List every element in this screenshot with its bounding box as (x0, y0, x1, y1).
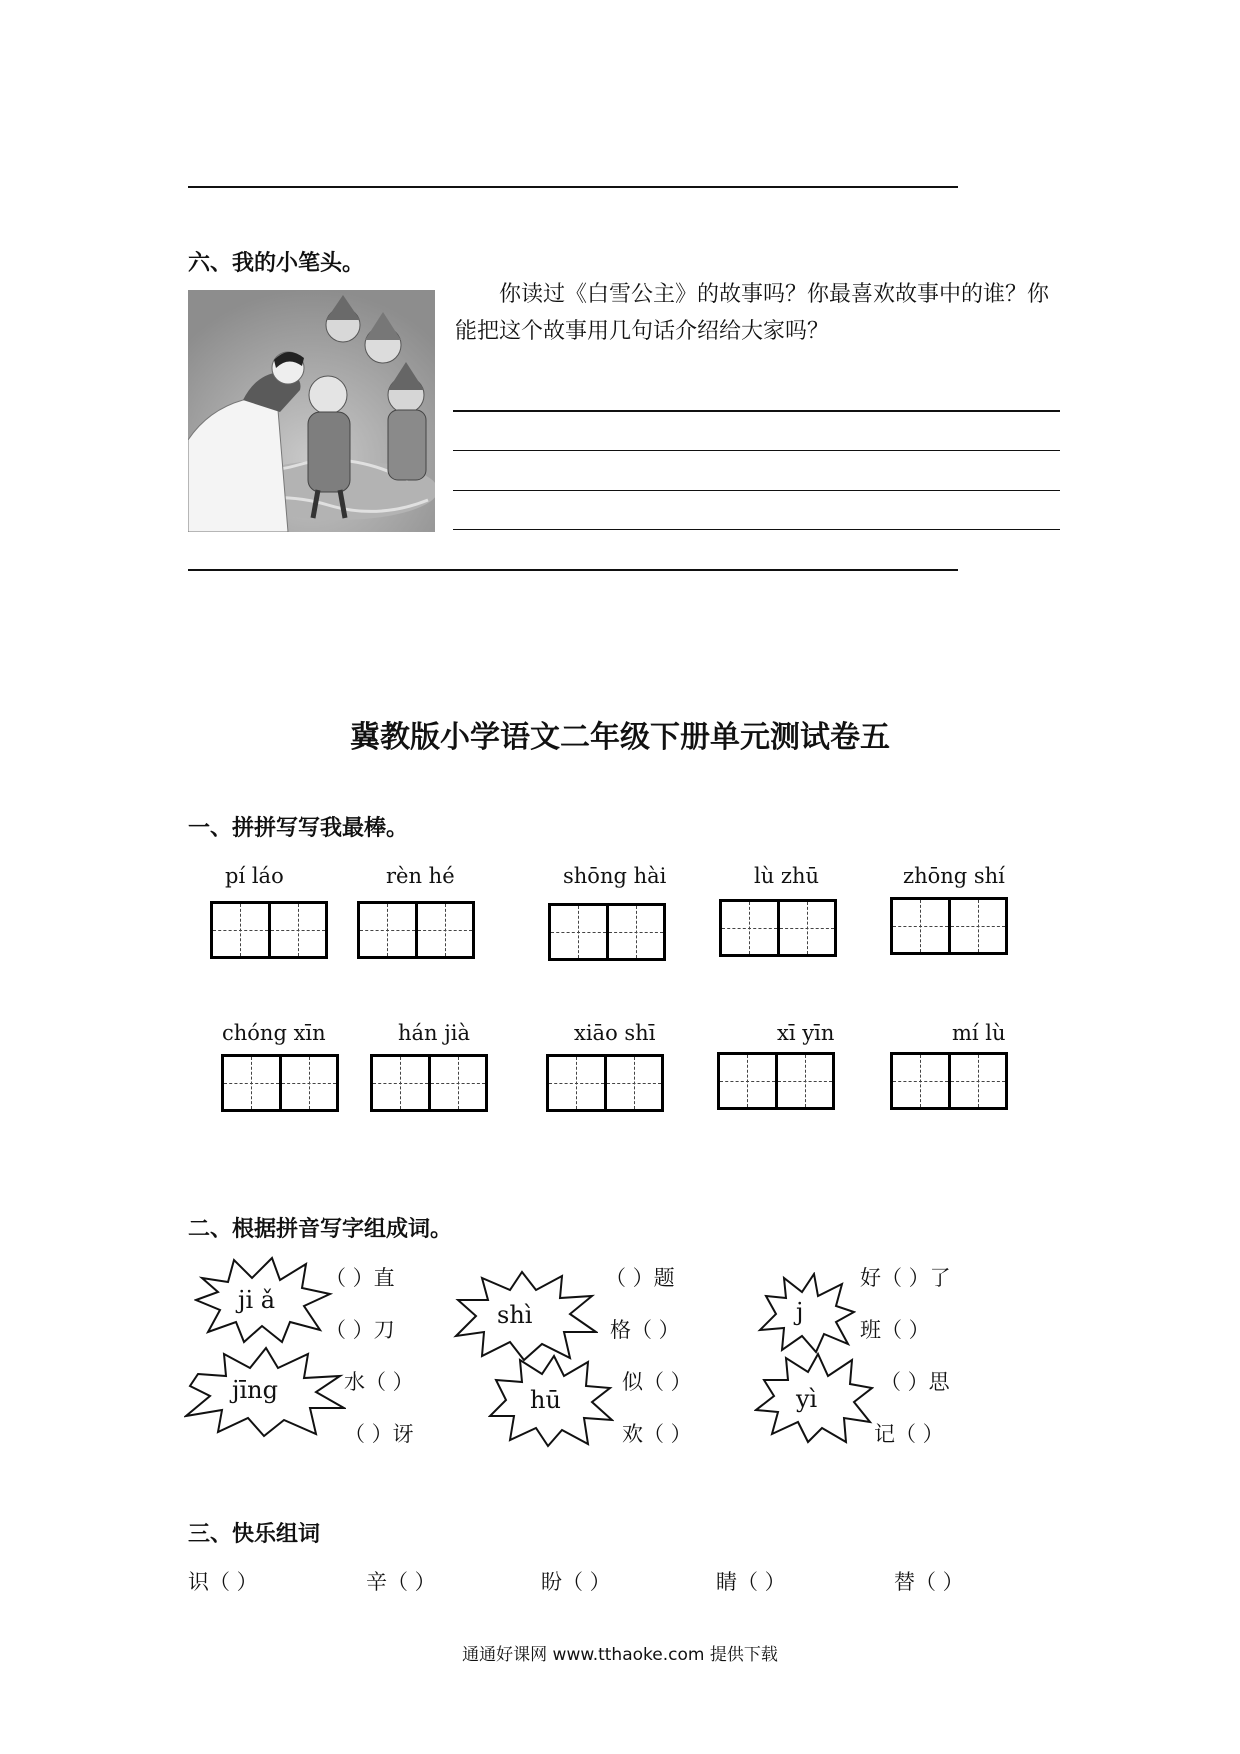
snow-white-illustration (188, 290, 435, 532)
fill-blank[interactable]: （ ）思 (880, 1370, 950, 1394)
pinyin-label: hán jià (398, 1021, 470, 1045)
answer-line (453, 410, 1060, 412)
fill-blank[interactable]: （ ）刀 (325, 1318, 395, 1342)
writing-grid[interactable] (357, 901, 475, 959)
writing-grid[interactable] (546, 1054, 664, 1112)
pinyin-label: pí láo (225, 864, 284, 888)
answer-line (453, 490, 1060, 491)
pinyin-label: rèn hé (386, 864, 455, 888)
fill-blank[interactable]: 好（ ）了 (860, 1266, 951, 1290)
section-one-heading: 一、拼拼写写我最棒。 (188, 816, 409, 841)
writing-grid[interactable] (717, 1052, 835, 1110)
fill-blank[interactable]: 辛（ ） (366, 1570, 436, 1594)
footer-credit: 通通好课网 www.tthaoke.com 提供下载 (462, 1645, 778, 1665)
fill-blank[interactable]: 似（ ） (622, 1370, 692, 1394)
pinyin-label: jīng (232, 1376, 278, 1404)
pinyin-label: xī yīn (777, 1021, 835, 1045)
answer-line (188, 569, 958, 571)
pinyin-label: j (796, 1298, 804, 1326)
pinyin-label: shōng hài (563, 864, 667, 888)
fill-blank[interactable]: 格（ ） (610, 1318, 680, 1342)
answer-line (453, 450, 1060, 451)
fill-blank[interactable]: （ ）讶 (344, 1422, 414, 1446)
pinyin-label: xiāo shī (574, 1021, 656, 1045)
pinyin-label: shì (497, 1301, 533, 1329)
pinyin-label: hū (530, 1386, 561, 1414)
fill-blank[interactable]: 识（ ） (188, 1570, 258, 1594)
fill-blank[interactable]: 盼（ ） (541, 1570, 611, 1594)
page-title: 冀教版小学语文二年级下册单元测试卷五 (350, 720, 890, 755)
fill-blank[interactable]: 班（ ） (860, 1318, 930, 1342)
fill-blank[interactable]: 替（ ） (894, 1570, 964, 1594)
section-two-heading: 二、根据拼音写字组成词。 (188, 1217, 453, 1242)
writing-prompt: 你读过《白雪公主》的故事吗？你最喜欢故事中的谁？你能把这个故事用几句话介绍给大家吗？ (455, 282, 1050, 344)
writing-grid[interactable] (210, 901, 328, 959)
fill-blank[interactable]: 水（ ） (344, 1370, 414, 1394)
fill-blank[interactable]: 欢（ ） (622, 1422, 692, 1446)
writing-grid[interactable] (548, 903, 666, 961)
writing-grid[interactable] (890, 1052, 1008, 1110)
section-six-heading: 六、我的小笔头。 (188, 251, 365, 276)
fill-blank[interactable]: （ ）题 (605, 1266, 675, 1290)
pinyin-label: lù zhū (754, 864, 820, 888)
pinyin-label: zhōng shí (903, 864, 1005, 888)
answer-line (188, 186, 958, 188)
writing-grid[interactable] (370, 1054, 488, 1112)
answer-line (453, 529, 1060, 530)
fill-blank[interactable]: 睛（ ） (716, 1570, 786, 1594)
pinyin-label: yì (796, 1385, 818, 1413)
writing-grid[interactable] (221, 1054, 339, 1112)
fill-blank[interactable]: 记（ ） (874, 1422, 944, 1446)
fill-blank[interactable]: （ ）直 (325, 1266, 395, 1290)
pinyin-label: mí lù (952, 1021, 1006, 1045)
pinyin-label: chóng xīn (222, 1021, 326, 1045)
section-three-heading: 三、快乐组词 (188, 1522, 321, 1547)
starburst-shape (756, 1272, 856, 1354)
pinyin-label: ji ǎ (238, 1286, 276, 1314)
writing-grid[interactable] (719, 899, 837, 957)
writing-grid[interactable] (890, 897, 1008, 955)
